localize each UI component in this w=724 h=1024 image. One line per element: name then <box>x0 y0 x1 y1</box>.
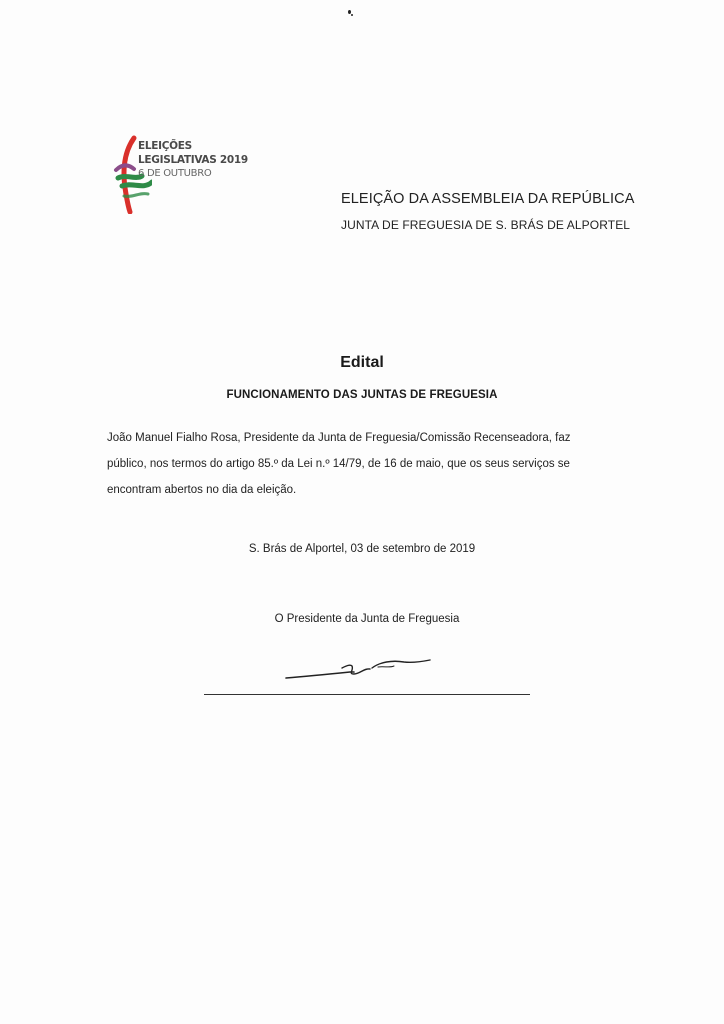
body-line: João Manuel Fialho Rosa, Presidente da Junta de Freguesia/Comissão Recenseadora, faz <box>107 432 571 444</box>
logo-line-2: LEGISLATIVAS 2019 <box>138 154 248 166</box>
logo-line-3: 6 DE OUTUBRO <box>138 168 212 179</box>
place-and-date: S. Brás de Alportel, 03 de setembro de 2019 <box>248 543 476 555</box>
handwritten-signature <box>280 650 440 690</box>
header-block <box>341 191 635 232</box>
body-line: encontram abertos no dia da eleição. <box>107 484 297 496</box>
body-line: público, nos termos do artigo 85.º da Lei n.º 14/79, de 16 de maio, que os seus serviços se <box>107 458 570 470</box>
elections-logo <box>112 134 272 214</box>
elections-logo-text <box>138 139 248 181</box>
header-subtitle: JUNTA DE FREGUESIA DE S. BRÁS DE ALPORTEL <box>341 218 631 232</box>
logo-line-1: ELEIÇÕES <box>138 140 192 152</box>
document-title: Edital <box>340 354 384 371</box>
signature-line <box>204 694 530 695</box>
scan-speck <box>351 14 353 16</box>
document-subtitle: FUNCIONAMENTO DAS JUNTAS DE FREGUESIA <box>226 389 498 401</box>
body-paragraph <box>107 425 627 503</box>
header-title: ELEIÇÃO DA ASSEMBLEIA DA REPÚBLICA <box>341 191 635 207</box>
signatory-title: O Presidente da Junta de Freguesia <box>274 613 460 625</box>
